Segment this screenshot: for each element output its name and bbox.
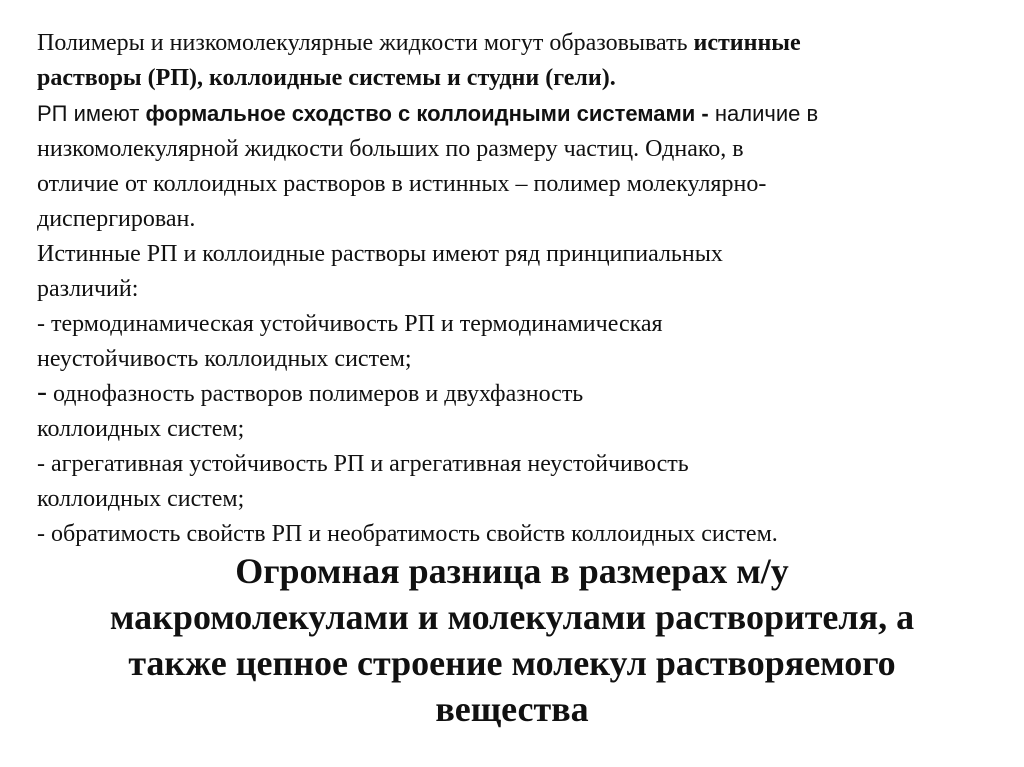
- paragraph-2-line-4: диспергирован.: [37, 206, 196, 232]
- paragraph-2-line-3: отличие от коллоидных растворов в истинных – полимер молекулярно-: [37, 171, 767, 197]
- difference-item-2-text: однофазность растворов полимеров и двухфазность: [47, 381, 584, 407]
- difference-item-3-line-1: - агрегативная устойчивость РП и агрегативная неустойчивость: [37, 451, 689, 477]
- paragraph-3-line-1: Истинные РП и коллоидные растворы имеют ряд принципиальных: [37, 241, 723, 267]
- difference-item-2-line-2: коллоидных систем;: [37, 416, 245, 442]
- conclusion-line-3: также цепное строение молекул растворяемого: [128, 643, 896, 683]
- conclusion-heading: [20, 548, 1004, 732]
- conclusion-line-1: Огромная разница в размерах м/у: [235, 551, 789, 591]
- difference-item-3-line-2: коллоидных систем;: [37, 486, 245, 512]
- paragraph-1-line-1: [37, 26, 997, 61]
- paragraph-3-line-2: различий:: [37, 276, 139, 302]
- paragraph-2-suffix: наличие в: [714, 101, 819, 126]
- paragraph-1-text: Полимеры и низкомолекулярные жидкости могут образовывать: [37, 30, 694, 56]
- conclusion-line-4: вещества: [435, 689, 589, 729]
- paragraph-2-line-2: низкомолекулярной жидкости больших по размеру частиц. Однако, в: [37, 136, 744, 162]
- paragraph-1-line-2: растворы (РП), коллоидные системы и студни (гели).: [37, 65, 616, 91]
- slide-body-text: [37, 26, 997, 552]
- paragraph-2-bold-text: формальное сходство с коллоидными системами -: [145, 101, 715, 126]
- conclusion-line-2: макромолекулами и молекулами растворителя, а: [109, 597, 915, 637]
- difference-item-1-line-2: неустойчивость коллоидных систем;: [37, 346, 412, 372]
- paragraph-2-prefix: РП имеют: [37, 101, 146, 126]
- difference-item-2-dash: -: [37, 375, 47, 408]
- difference-item-2-line-1: [37, 377, 997, 412]
- difference-item-1-line-1: - термодинамическая устойчивость РП и термодинамическая: [37, 311, 663, 337]
- paragraph-2-line-1: [37, 96, 997, 132]
- paragraph-1-bold-text: истинные: [693, 30, 801, 56]
- difference-item-4-line-1: - обратимость свойств РП и необратимость свойств коллоидных систем.: [37, 521, 778, 547]
